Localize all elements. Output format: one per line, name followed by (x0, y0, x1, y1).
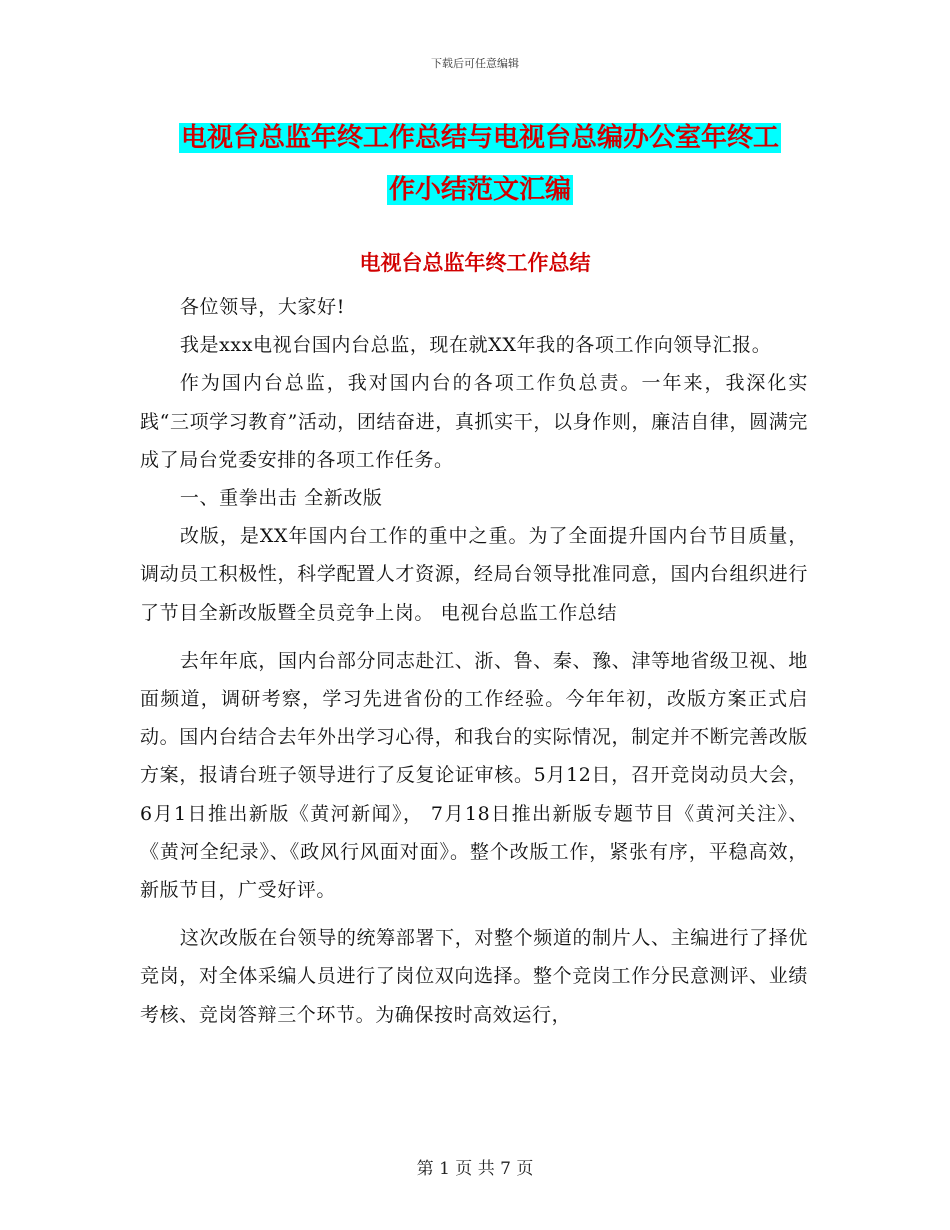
subsection-heading: 一、重拳出击 全新改版 (179, 487, 383, 510)
paragraph: 各位领导，大家好! (179, 296, 345, 318)
body-text (140, 288, 808, 1034)
page-number: 第 1 页 共 7 页 (416, 1159, 534, 1179)
paragraph: 作为国内台总监，我对国内台的各项工作负总责。一年来，我深化实践“三项学习教育”活动，团结奋进，真抓实干，以身作则，廉洁自律，圆满完成了局台党委安排的各项工作任务。 (140, 372, 808, 471)
paragraph: 我是xxx电视台国内台总监，现在就XX年我的各项工作向领导汇报。 (179, 334, 772, 357)
paragraph: 这次改版在台领导的统筹部署下，对整个频道的制片人、主编进行了择优竞岗，对全体采编人员进行了岗位双向选择。整个竞岗工作分民意测评、业绩考核、竞岗答辩三个环节。为确保按时高效运行， (140, 927, 808, 1026)
document-title-line-2: 作小结范文汇编 (388, 175, 571, 205)
document-title (140, 112, 820, 216)
paragraph: 去年年底，国内台部分同志赴江、浙、鲁、秦、豫、津等地省级卫视、地面频道，调研考察，学习先进省份的工作经验。今年年初，改版方案正式启动。国内台结合去年外出学习心得，和我台的实际情况，制定并不断完善改版方案，报请台班子领导进行了反复论证审核。5月12日，召开竞岗动员大会，6月1日推出新版《黄河新闻》， 7月18日推出新版专题节目《黄河关注》、《黄河全纪录》、《政风行风面对面》。整个改版工作，紧张有序，平稳高效，新版节目，广受好评。 (140, 649, 808, 902)
header-note: 下载后可任意编辑 (431, 57, 519, 70)
document-title-line-1: 电视台总监年终工作总结与电视台总编办公室年终工 (180, 123, 779, 153)
section-title: 电视台总监年终工作总结 (359, 251, 591, 275)
paragraph: 改版，是XX年国内台工作的重中之重。为了全面提升国内台节目质量，调动员工积极性，科学配置人才资源，经局台领导批准同意，国内台组织进行了节目全新改版暨全员竞争上岗。 电视台总监工作总结 (140, 525, 808, 624)
